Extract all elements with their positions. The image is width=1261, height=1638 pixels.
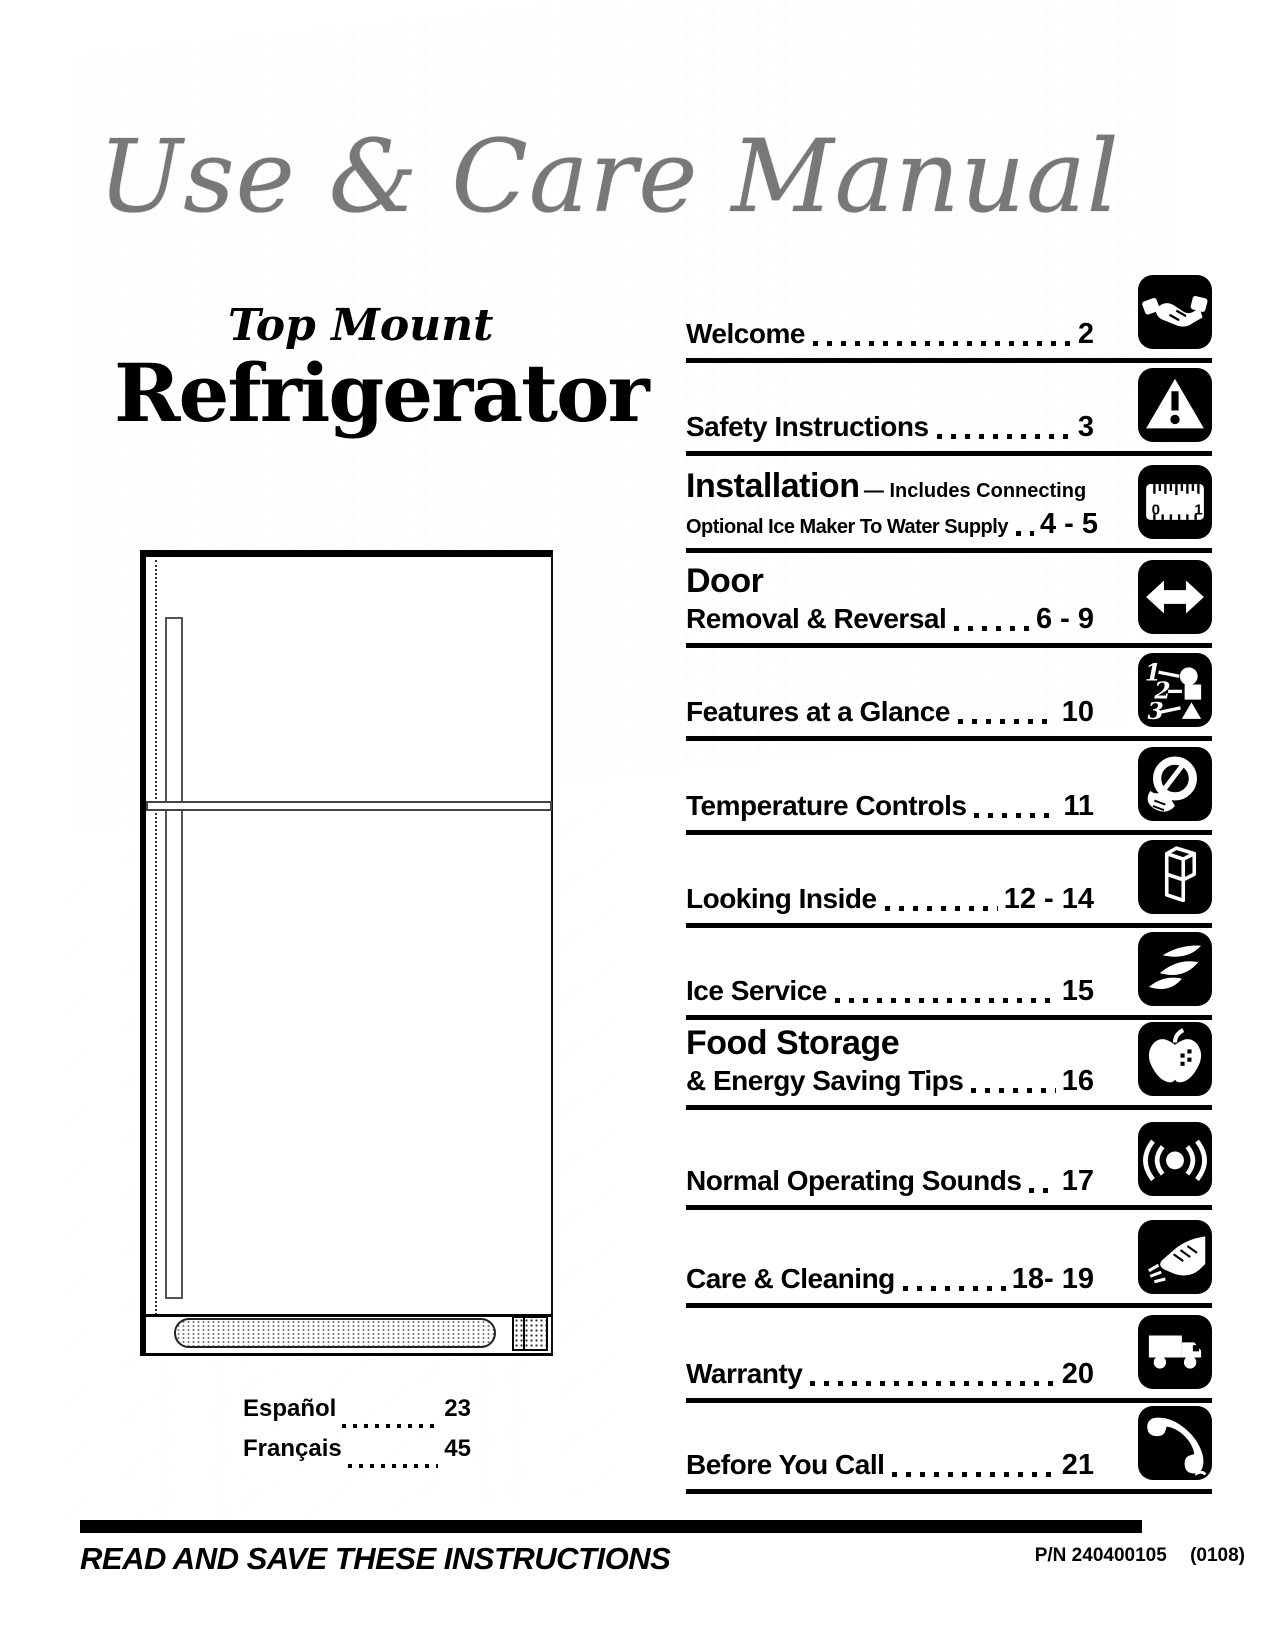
language-page-number: 23 bbox=[444, 1395, 471, 1422]
toc-label: Before You Call bbox=[686, 1449, 885, 1480]
toc-label-line1: Installation — Includes Connecting bbox=[686, 467, 1087, 505]
language-label: Español bbox=[243, 1395, 337, 1422]
dotted-leader bbox=[892, 1472, 1055, 1477]
svg-text:1: 1 bbox=[1144, 658, 1162, 687]
page-title: Use & Care Manual bbox=[98, 118, 1120, 235]
read-save-instruction: READ AND SAVE THESE INSTRUCTIONS bbox=[80, 1541, 671, 1576]
toc-page-number: 16 bbox=[1061, 1065, 1094, 1097]
toc-page-number: 10 bbox=[1061, 696, 1094, 728]
toc-label: Looking Inside bbox=[686, 883, 877, 914]
toc-page-number: 17 bbox=[1061, 1165, 1094, 1197]
toc-label: Optional Ice Maker To Water Supply bbox=[686, 516, 1008, 538]
toc-label: Features at a Glance bbox=[686, 696, 950, 727]
telephone-icon bbox=[1138, 1406, 1212, 1480]
toc-label: Welcome bbox=[686, 318, 805, 349]
toc-page-number: 11 bbox=[1063, 790, 1094, 822]
toc-entry bbox=[686, 1344, 1212, 1494]
language-page-number: 45 bbox=[444, 1435, 471, 1462]
revision-code: (0108) bbox=[1190, 1545, 1245, 1566]
toc-page-number: 12 - 14 bbox=[1003, 883, 1094, 915]
toc-underline bbox=[686, 1489, 1212, 1494]
toc-label: Normal Operating Sounds bbox=[686, 1165, 1022, 1196]
toc-page-number: 2 bbox=[1077, 318, 1094, 350]
footer-rule bbox=[80, 1520, 1142, 1533]
toc-label-line1: Door bbox=[686, 562, 764, 600]
svg-text:1: 1 bbox=[1194, 501, 1203, 519]
svg-text:0: 0 bbox=[1151, 501, 1161, 519]
toc-page-number: 4 - 5 bbox=[1039, 508, 1098, 540]
part-number bbox=[1035, 1545, 1245, 1567]
toc-page-number: 20 bbox=[1061, 1358, 1094, 1390]
toc-label: & Energy Saving Tips bbox=[686, 1065, 964, 1096]
toc-label: Warranty bbox=[686, 1358, 803, 1389]
toc-label: Ice Service bbox=[686, 975, 827, 1006]
toc-page-number: 6 - 9 bbox=[1035, 603, 1094, 635]
toc-page-number: 3 bbox=[1077, 411, 1094, 443]
toc-label-line1: Food Storage bbox=[686, 1024, 900, 1062]
language-label: Français bbox=[243, 1435, 342, 1462]
toc-label: Safety Instructions bbox=[686, 411, 929, 442]
svg-text:3: 3 bbox=[1147, 696, 1164, 723]
toc-page-number: 18- 19 bbox=[1011, 1263, 1094, 1295]
toc-page-number: 15 bbox=[1061, 975, 1094, 1007]
product-type-label: Top Mount bbox=[228, 300, 494, 351]
part-number-value: P/N 240400105 bbox=[1034, 1545, 1167, 1566]
svg-text:2: 2 bbox=[1154, 676, 1171, 705]
toc-label-note: — Includes Connecting bbox=[863, 480, 1087, 502]
product-name: Refrigerator bbox=[114, 346, 648, 440]
toc-label: Removal & Reversal bbox=[686, 603, 947, 634]
toc-label: Care & Cleaning bbox=[686, 1263, 895, 1294]
toc-page-number: 21 bbox=[1061, 1449, 1094, 1481]
toc-label: Temperature Controls bbox=[686, 790, 967, 821]
